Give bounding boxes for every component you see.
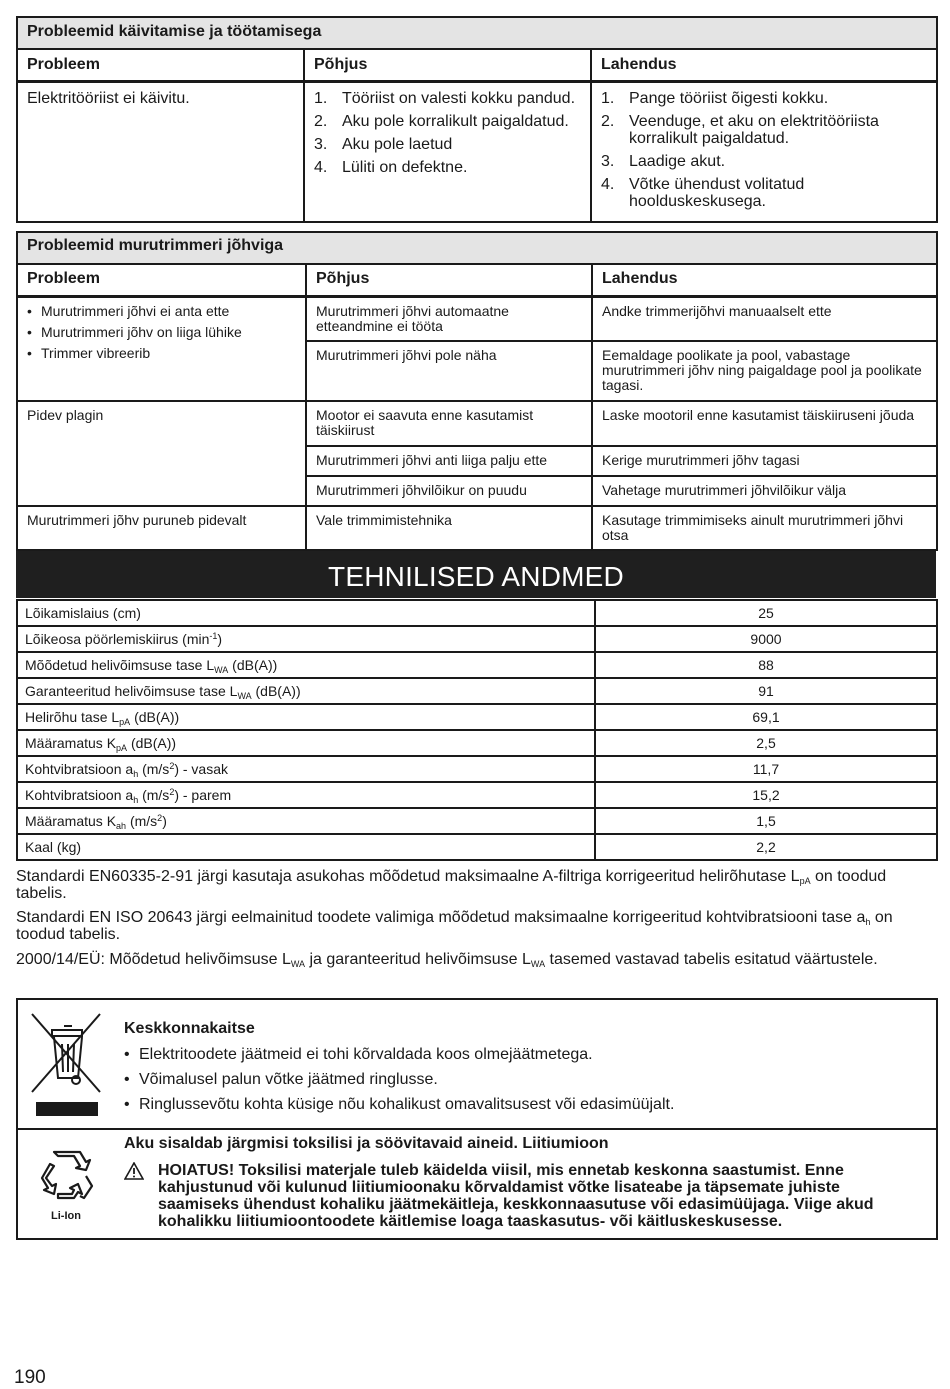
- header-cause: Põhjus: [304, 49, 591, 82]
- technical-data-heading: TEHNILISED ANDMED: [16, 551, 936, 598]
- spec-label: Kohtvibratsioon $a_h$ $(m/s^2)$ - parem: [17, 782, 595, 808]
- problem-cell: Pidev plagin: [17, 401, 306, 506]
- spec-value: 25: [595, 600, 937, 626]
- list-item: 1. Pange tööriist õigesti kokku.: [601, 90, 829, 107]
- list-item: 4. Võtke ühendust volitatud hoolduskeskusega.: [601, 176, 805, 210]
- environment-list: [124, 1046, 674, 1121]
- line-troubleshooting-table: [16, 231, 938, 551]
- spec-label: Helirõhu tase $L_{pA}$ (dB(A)): [17, 704, 595, 730]
- crossed-out-wheelie-bin-icon: [28, 1010, 108, 1120]
- list-item: • Ringlussevõtu kohta küsige nõu kohalikust omavalitsusest või edasimüüjalt.: [124, 1096, 674, 1114]
- spec-label: Määramatus $K_{pA}$ (dB(A)): [17, 730, 595, 756]
- solution-cell: Laske mootoril enne kasutamist täiskiiruseni jõuda: [592, 401, 937, 446]
- cause-cell: Mootor ei saavuta enne kasutamist täiskiirust: [306, 401, 592, 446]
- problem-cell: [17, 296, 306, 401]
- table-row: [17, 808, 937, 834]
- spec-value: 69,1: [595, 704, 937, 730]
- table-row: [17, 652, 937, 678]
- table-row: [17, 756, 937, 782]
- warning-text: HOIATUS! Toksilisi materjale tuleb käidelda viisil, mis ennetab keskonna saastumist. Enne kahjustunud või kulunud liitiumioonaku kõrvaldamist võtke lisateabe ja täpsemate juhiste saamiseks ühendust kohaliku jäätmekäitleja, keskkonnaasutuse või edasimüüjaga. Viige akud kohalikku liitiumioontoodete käitlemise loaga taaskasutus- või käitluskeskusesse.: [158, 1162, 874, 1230]
- spec-value: 88: [595, 652, 937, 678]
- problem-cell: Murutrimmeri jõhv puruneb pidevalt: [17, 506, 306, 550]
- spec-label: Kaal (kg): [17, 834, 595, 860]
- note-sound-pressure: Standardi EN60335-2-91 järgi kasutaja asukohas mõõdetud maksimaalne A-filtriga korrigeeritud helirõhutase $L_{pA}$ on toodud tabelis.: [16, 868, 887, 902]
- spec-value: 91: [595, 678, 937, 704]
- spec-label: Määramatus $K_{ah}$ $(m/s^2)$: [17, 808, 595, 834]
- header-cause: Põhjus: [306, 264, 592, 296]
- spec-label: Garanteeritud helivõimsuse tase $L_{WA}$ (dB(A)): [17, 678, 595, 704]
- solution-cell: Vahetage murutrimmeri jõhvilõikur välja: [592, 476, 937, 506]
- solutions-cell: [591, 82, 937, 223]
- list-item: • Trimmer vibreerib: [27, 346, 296, 361]
- spec-label: Mõõdetud helivõimsuse tase $L_{WA}$ (dB(A)): [17, 652, 595, 678]
- list-item: 4. Lüliti on defektne.: [314, 159, 468, 176]
- table-row: [17, 704, 937, 730]
- list-item: 1. Tööriist on valesti kokku pandud.: [314, 90, 576, 107]
- header-problem: Probleem: [17, 264, 306, 296]
- cause-cell: Murutrimmeri jõhvi anti liiga palju ette: [306, 446, 592, 476]
- table-row: [17, 600, 937, 626]
- solution-cell: Kasutage trimmimiseks ainult murutrimmeri jõhvi otsa: [592, 506, 937, 550]
- spec-label: Kohtvibratsioon $a_h$ $(m/s^2)$ - vasak: [17, 756, 595, 782]
- battery-warning: [124, 1162, 924, 1230]
- list-item: • Murutrimmeri jõhv on liiga lühike: [27, 325, 296, 340]
- table-row: [17, 626, 937, 652]
- spec-value: 1,5: [595, 808, 937, 834]
- section-title: Probleemid murutrimmeri jõhviga: [17, 232, 937, 264]
- page-number: 190: [14, 1367, 46, 1388]
- cause-cell: Vale trimmimistehnika: [306, 506, 592, 550]
- header-solution: Lahendus: [591, 49, 937, 82]
- recycle-label: Li-Ion: [51, 1210, 81, 1222]
- recycle-icon: [36, 1148, 96, 1223]
- spec-value: 2,5: [595, 730, 937, 756]
- header-solution: Lahendus: [592, 264, 937, 296]
- solution-cell: Eemaldage poolikate ja pool, vabastage murutrimmeri jõhv ning paigaldage pool ja poolikate tagasi.: [592, 341, 937, 401]
- list-item: 2. Veenduge, et aku on elektritööriista korralikult paigaldatud.: [601, 113, 879, 147]
- table-row: [17, 834, 937, 860]
- header-problem: Probleem: [17, 49, 304, 82]
- spec-value: 11,7: [595, 756, 937, 782]
- startup-troubleshooting-table: [16, 16, 938, 223]
- spec-label: Lõikamislaius (cm): [17, 600, 595, 626]
- solution-cell: Kerige murutrimmeri jõhv tagasi: [592, 446, 937, 476]
- note-directive: 2000/14/EÜ: Mõõdetud helivõimsuse $L_{WA}$ ja garanteeritud helivõimsuse $L_{WA}$ tasemed vastavad tabelis esitatud väärtustele.: [16, 951, 878, 969]
- section-title: Probleemid käivitamise ja töötamisega: [17, 17, 937, 49]
- spec-value: 9000: [595, 626, 937, 652]
- list-item: • Elektritoodete jäätmeid ei tohi kõrvaldada koos olmejäätmetega.: [124, 1046, 674, 1064]
- list-item: 2. Aku pole korralikult paigaldatud.: [314, 113, 569, 130]
- causes-cell: [304, 82, 591, 223]
- list-item: 3. Aku pole laetud: [314, 136, 453, 153]
- cause-cell: Murutrimmeri jõhvi pole näha: [306, 341, 592, 401]
- divider: [18, 1128, 936, 1130]
- list-item: 3. Laadige akut.: [601, 153, 726, 170]
- technical-data-table: [16, 599, 938, 861]
- environment-title: Keskkonnakaitse: [124, 1020, 255, 1037]
- table-row: [17, 678, 937, 704]
- spec-value: 2,2: [595, 834, 937, 860]
- environment-box: [16, 998, 938, 1240]
- spec-value: 15,2: [595, 782, 937, 808]
- warning-triangle-icon: [124, 1162, 144, 1180]
- battery-title: Aku sisaldab järgmisi toksilisi ja söövitavaid aineid. Liitiumioon: [124, 1135, 609, 1152]
- table-row: [17, 782, 937, 808]
- problem-cell: Elektritööriist ei käivitu.: [17, 82, 304, 223]
- table-row: [17, 730, 937, 756]
- spec-label: Lõikeosa pöörlemiskiirus $(\min^{-1})$: [17, 626, 595, 652]
- cause-cell: Murutrimmeri jõhvilõikur on puudu: [306, 476, 592, 506]
- note-vibration: Standardi EN ISO 20643 järgi eelmainitud toodete valimiga mõõdetud maksimaalne korrigeeritud kohtvibratsiooni tase $a_h$ on toodud tabelis.: [16, 909, 893, 943]
- cause-cell: Murutrimmeri jõhvi automaatne etteandmine ei tööta: [306, 296, 592, 341]
- list-item: • Murutrimmeri jõhvi ei anta ette: [27, 304, 296, 319]
- solution-cell: Andke trimmerijõhvi manuaalselt ette: [592, 296, 937, 341]
- list-item: • Võimalusel palun võtke jäätmed ringlusse.: [124, 1071, 674, 1089]
